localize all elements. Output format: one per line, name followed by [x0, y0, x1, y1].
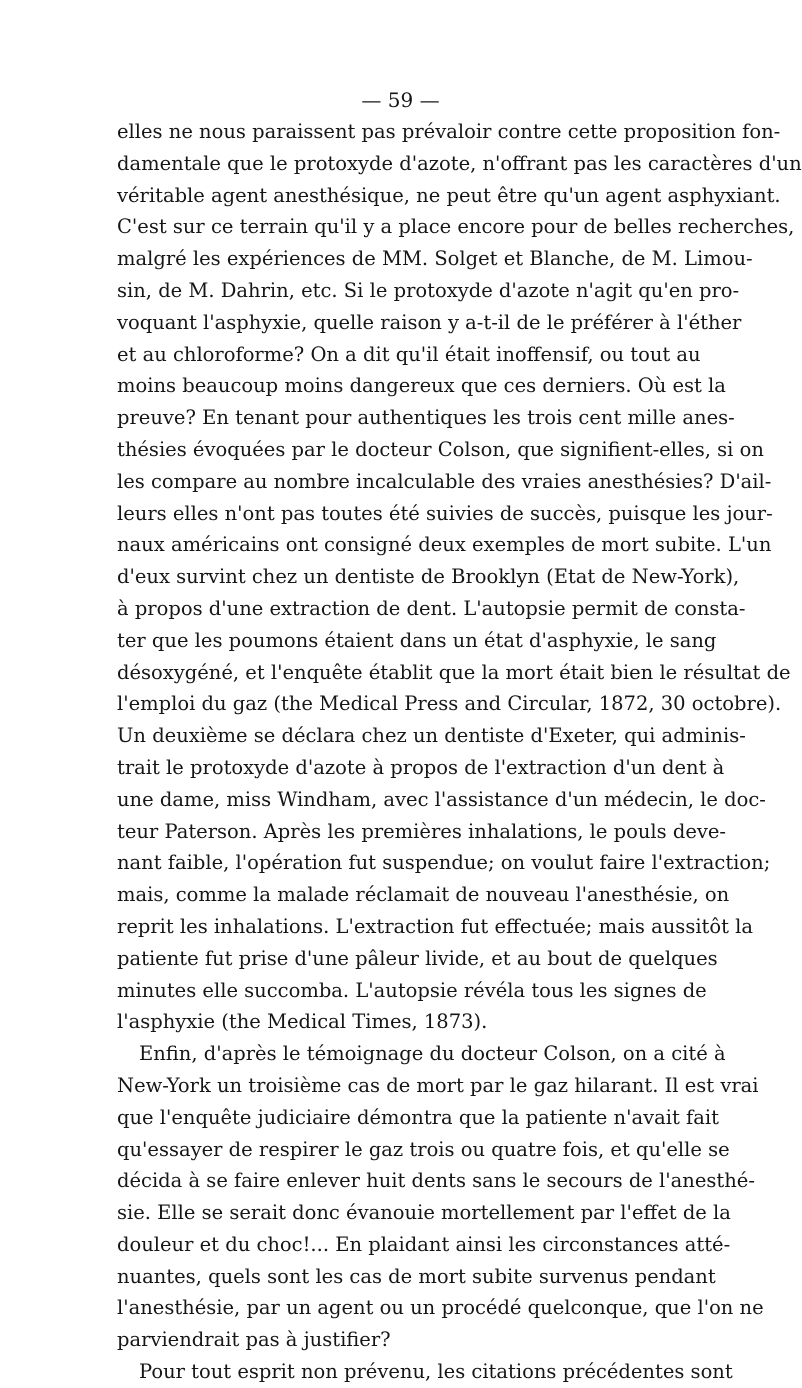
text-line: C'est sur ce terrain qu'il y a place encore pour de belles recherches,: [117, 215, 795, 239]
text-line: leurs elles n'ont pas toutes été suivies de succès, puisque les jour-: [117, 501, 773, 525]
text-line: damentale que le protoxyde d'azote, n'offrant pas les caractères d'un: [117, 151, 802, 175]
text-line: les compare au nombre incalculable des vraies anesthésies? D'ail-: [117, 469, 772, 493]
text-line: New-York un troisième cas de mort par le gaz hilarant. Il est vrai: [117, 1073, 759, 1097]
text-line: nuantes, quels sont les cas de mort subite survenus pendant: [117, 1264, 716, 1288]
text-line: ter que les poumons étaient dans un état d'asphyxie, le sang: [117, 628, 717, 652]
text-line: teur Paterson. Après les premières inhalations, le pouls deve-: [117, 819, 727, 843]
text-line: sin, de M. Dahrin, etc. Si le protoxyde d'azote n'agit qu'en pro-: [117, 278, 740, 302]
text-line: Pour tout esprit non prévenu, les citations précédentes sont: [139, 1360, 733, 1384]
text-line: patiente fut prise d'une pâleur livide, et au bout de quelques: [117, 946, 718, 970]
text-line: d'eux survint chez un dentiste de Brooklyn (Etat de New-York),: [117, 565, 740, 589]
text-line: véritable agent anesthésique, ne peut être qu'un agent asphyxiant.: [117, 183, 781, 207]
text-line: douleur et du choc!... En plaidant ainsi les circonstances atté-: [117, 1232, 731, 1256]
text-line: l'asphyxie (the Medical Times, 1873).: [117, 1010, 488, 1034]
text-line: thésies évoquées par le docteur Colson, que signifient-elles, si on: [117, 437, 764, 461]
text-line: que l'enquête judiciaire démontra que la patiente n'avait fait: [117, 1105, 719, 1129]
text-line: à propos d'une extraction de dent. L'autopsie permit de consta-: [117, 596, 746, 620]
text-line: et au chloroforme? On a dit qu'il était inoffensif, ou tout au: [117, 342, 701, 366]
text-line: Enfin, d'après le témoignage du docteur Colson, on a cité à: [139, 1042, 726, 1066]
text-line: minutes elle succomba. L'autopsie révéla tous les signes de: [117, 978, 707, 1002]
page-number: — 59 —: [361, 88, 440, 112]
text-line: mais, comme la malade réclamait de nouveau l'anesthésie, on: [117, 883, 730, 907]
text-line: qu'essayer de respirer le gaz trois ou quatre fois, et qu'elle se: [117, 1137, 730, 1161]
text-line: moins beaucoup moins dangereux que ces derniers. Où est la: [117, 374, 726, 398]
text-line: l'anesthésie, par un agent ou un procédé quelconque, que l'on ne: [117, 1296, 764, 1320]
text-line: une dame, miss Windham, avec l'assistance d'un médecin, le doc-: [117, 787, 766, 811]
text-line: nant faible, l'opération fut suspendue; on voulut faire l'extraction;: [117, 851, 771, 875]
text-line: malgré les expériences de MM. Solget et Blanche, de M. Limou-: [117, 247, 753, 271]
text-line: désoxygéné, et l'enquête établit que la mort était bien le résultat de: [117, 660, 791, 684]
book-page: [117, 88, 802, 1388]
text-line: trait le protoxyde d'azote à propos de l'extraction d'un dent à: [117, 755, 725, 779]
text-line: parviendrait pas à justifier?: [117, 1328, 391, 1352]
body-text: [117, 116, 802, 1388]
text-line: décida à se faire enlever huit dents sans le secours de l'anesthé-: [117, 1169, 755, 1193]
text-line: preuve? En tenant pour authentiques les trois cent mille anes-: [117, 406, 735, 430]
text-line: Un deuxième se déclara chez un dentiste d'Exeter, qui adminis-: [117, 724, 746, 748]
text-line: l'emploi du gaz (the Medical Press and Circular, 1872, 30 octobre).: [117, 692, 782, 716]
text-line: reprit les inhalations. L'extraction fut effectuée; mais aussitôt la: [117, 914, 754, 938]
text-line: voquant l'asphyxie, quelle raison y a-t-il de le préférer à l'éther: [117, 310, 742, 334]
text-line: elles ne nous paraissent pas prévaloir contre cette proposition fon-: [117, 120, 781, 143]
text-line: sie. Elle se serait donc évanouie mortellement par l'effet de la: [117, 1201, 731, 1225]
text-line: naux américains ont consigné deux exemples de mort subite. L'un: [117, 533, 772, 557]
